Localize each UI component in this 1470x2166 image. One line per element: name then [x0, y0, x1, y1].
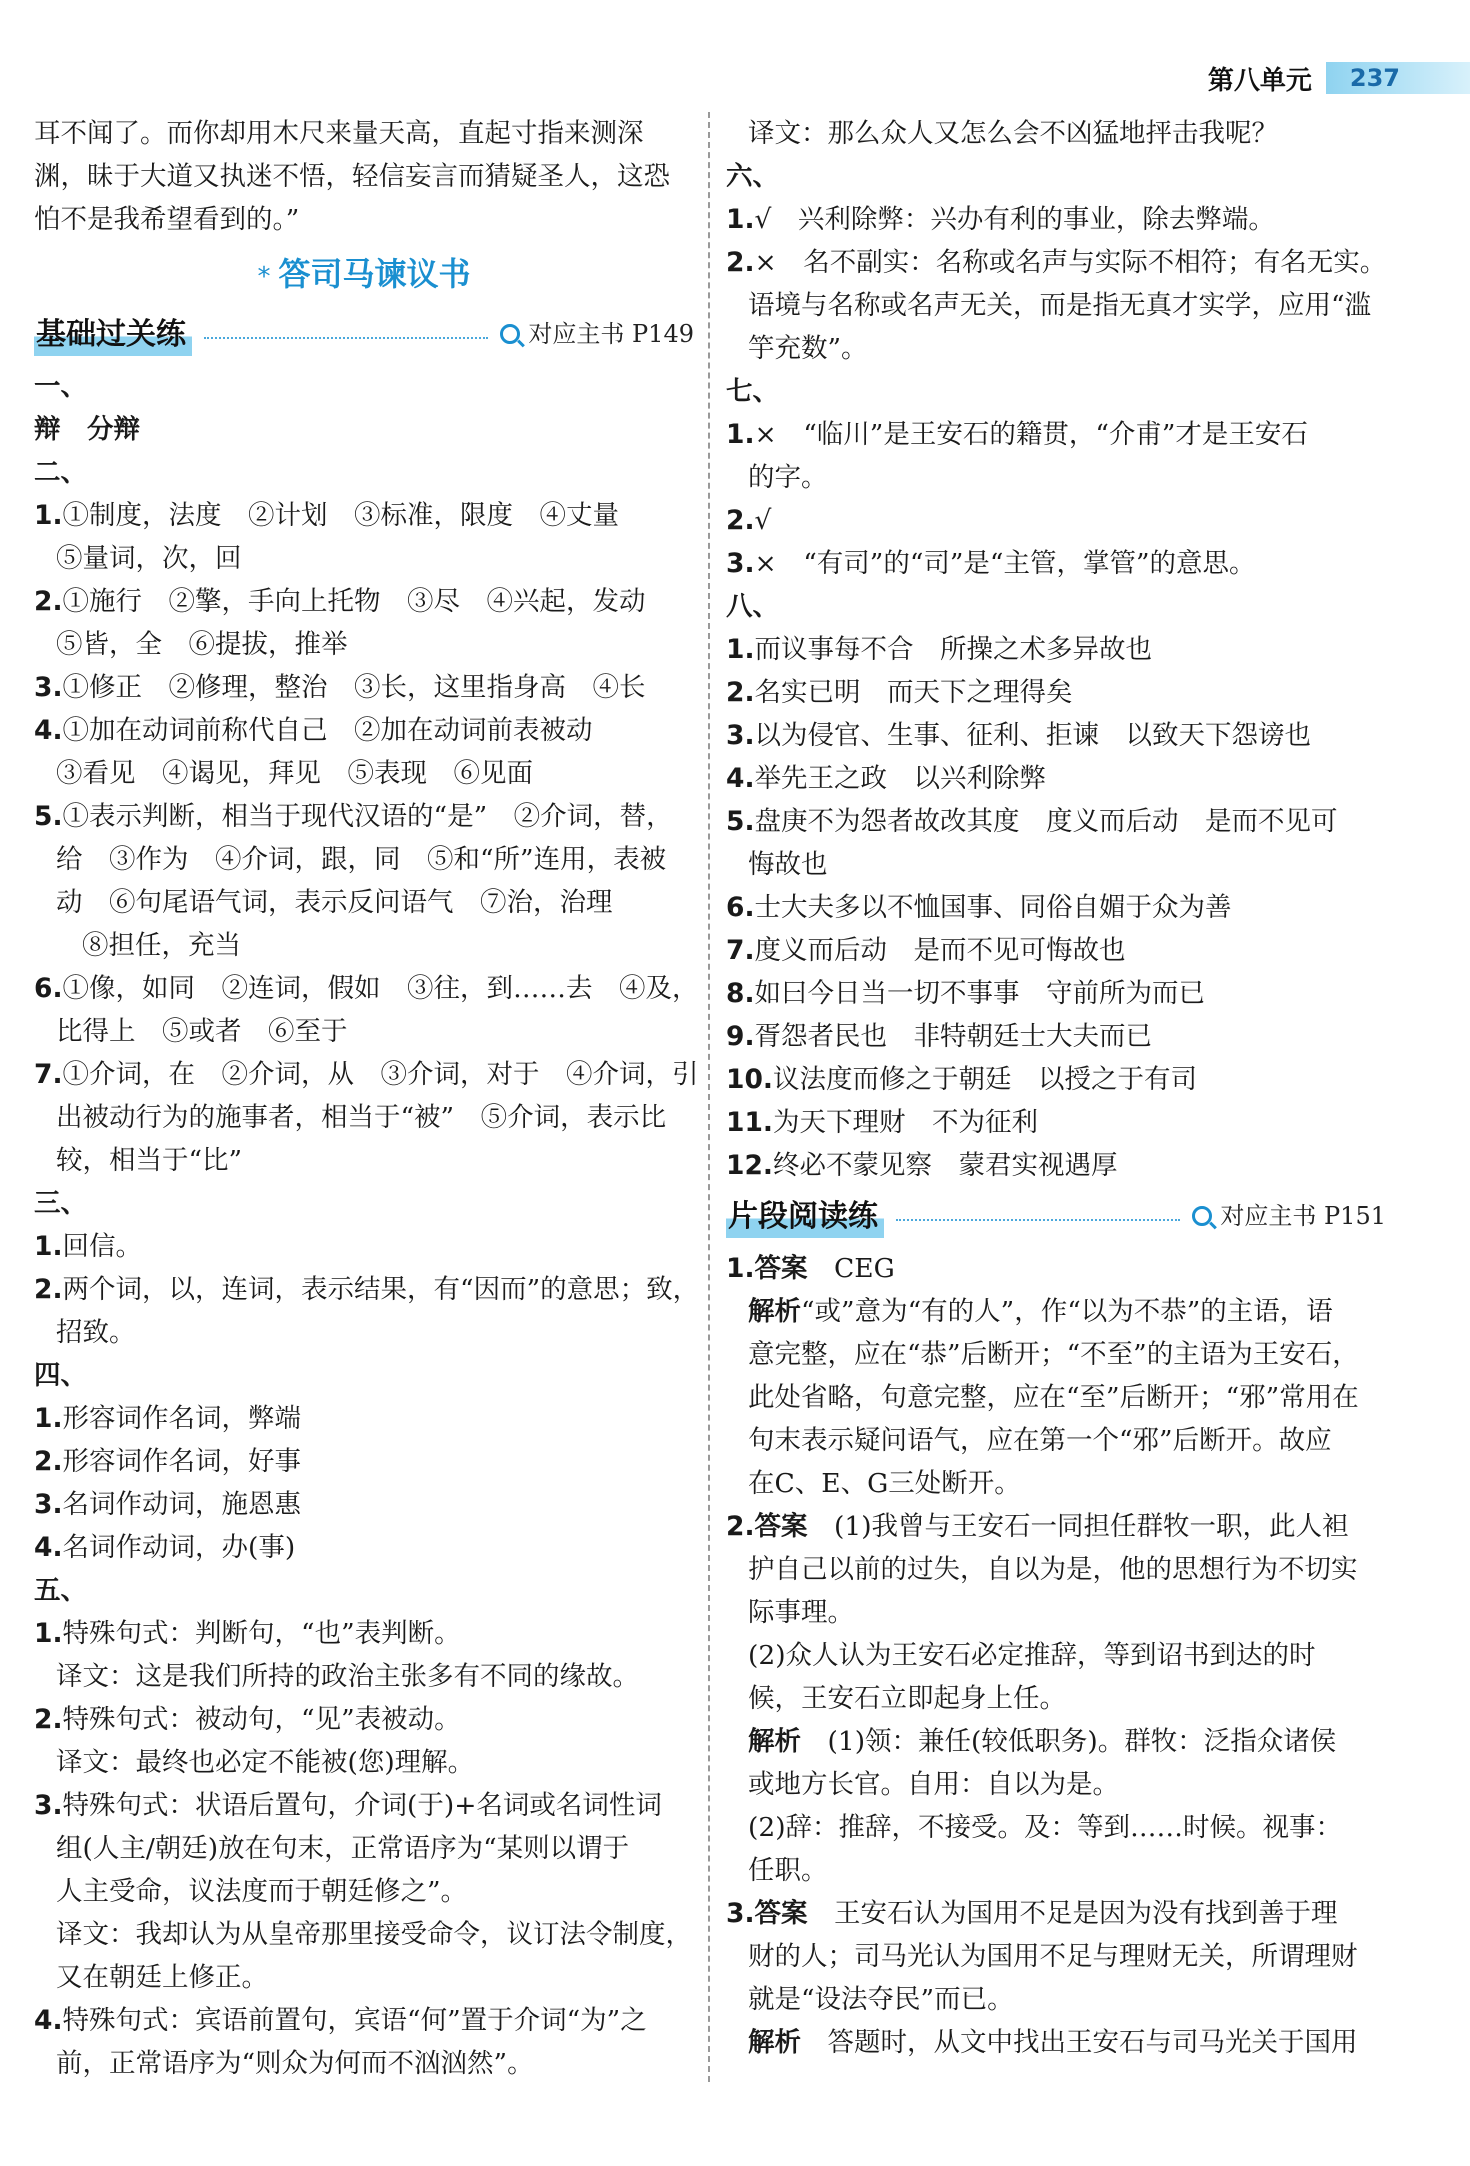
line-text: 举先王之政 以兴利除弊 [754, 763, 1047, 794]
page-number: 237 [1326, 62, 1470, 94]
text-line [34, 666, 694, 709]
item-number: 3. [726, 1898, 755, 1929]
line-text: 终必不蒙见察 蒙君实视遇厚 [772, 1150, 1118, 1181]
text-line [726, 800, 1386, 843]
item-number: 1. [726, 634, 755, 665]
line-text: ⑤皆，全 ⑥提拔，推举 [56, 629, 348, 660]
text-line [726, 413, 1386, 456]
line-text: 句末表示疑问语气，应在第一个“邪”后断开。故应 [748, 1425, 1332, 1456]
line-text: 出被动行为的施事者，相当于“被” ⑤介词，表示比 [56, 1102, 667, 1133]
line-text: 特殊句式：判断句，“也”表判断。 [62, 1618, 461, 1649]
line-text: ①加在动词前称代自己 ②加在动词前表被动 [62, 715, 593, 746]
reference-link[interactable]: 对应主书 P149 [500, 313, 694, 356]
text-line [726, 112, 1386, 155]
line-text: √ 兴利除弊：兴办有利的事业，除去弊端。 [754, 204, 1275, 235]
item-number: 3. [726, 720, 755, 751]
left-column [34, 112, 700, 2085]
line-text: 盘庚不为怨者故改其度 度义而后动 是而不见可 [754, 806, 1338, 837]
item-number: 12. [726, 1150, 773, 1181]
section-heading-reading: 片段阅读练 对应主书 P151 [726, 1191, 1386, 1241]
item-number: 二、 [34, 457, 87, 488]
item-number: 2. [726, 247, 755, 278]
line-text: ①施行 ②擎，手向上托物 ③尽 ④兴起，发动 [62, 586, 646, 617]
answer-label: 解析 [748, 2027, 801, 2058]
text-line [726, 1677, 1386, 1720]
text-line [34, 1139, 694, 1182]
line-text: 特殊句式：宾语前置句，宾语“何”置于介词“为”之 [62, 2005, 647, 2036]
line-text: ①介词，在 ②介词，从 ③介词，对于 ④介词，引 [62, 1059, 699, 1090]
line-text: 动 ⑥句尾语气词，表示反问语气 ⑦治，治理 [56, 887, 613, 918]
line-text: 在C、E、G三处断开。 [748, 1468, 1021, 1499]
text-line [34, 537, 694, 580]
line-text: 特殊句式：状语后置句，介词(于)+名词或名词性词 [62, 1790, 662, 1821]
line-text: 名词作动词，施恩惠 [62, 1489, 302, 1520]
intro-line: 耳不闻了。而你却用木尺来量天高，直起寸指来测深 [34, 118, 644, 149]
answer-label: 答案 [754, 1511, 808, 1542]
item-number: 七、 [726, 376, 779, 407]
text-line [726, 757, 1386, 800]
answer-label: 答案 [754, 1898, 808, 1929]
text-line [726, 1247, 1386, 1290]
right-column [726, 112, 1386, 2064]
line-text: 候，王安石立即起身上任。 [748, 1683, 1066, 1714]
line-text: 两个词，以，连词，表示结果，有“因而”的意思；致， [62, 1274, 700, 1305]
text-line [726, 1058, 1386, 1101]
text-line [726, 1101, 1386, 1144]
text-line [726, 1978, 1386, 2021]
line-text: 语境与名称或名声无关，而是指无真才实学，应用“滥 [748, 290, 1372, 321]
search-icon [1192, 1206, 1212, 1226]
text-line [34, 838, 694, 881]
item-number: 7. [34, 1059, 63, 1090]
item-number: 1. [34, 1231, 63, 1262]
text-line [726, 1849, 1386, 1892]
unit-label: 第八单元 [1207, 65, 1312, 96]
text-line [34, 451, 694, 494]
item-number: 6. [34, 973, 63, 1004]
item-number: 4. [34, 2005, 63, 2036]
line-text: ①制度，法度 ②计划 ③标准，限度 ④丈量 [62, 500, 620, 531]
text-line [34, 365, 694, 408]
item-number: 3. [34, 672, 63, 703]
line-text: 较，相当于“比” [56, 1145, 243, 1176]
text-line [34, 623, 694, 666]
text-line [34, 1268, 700, 1311]
answer-label: 解析 [748, 1296, 801, 1327]
line-text: 护自己以前的过失，自以为是，他的思想行为不切实 [748, 1554, 1358, 1585]
line-text: ①像，如同 ②连词，假如 ③往，到……去 ④及， [62, 973, 699, 1004]
line-text: 为天下理财 不为征利 [772, 1107, 1038, 1138]
text-line [726, 628, 1386, 671]
item-number: 六、 [726, 161, 779, 192]
text-line [726, 542, 1386, 585]
item-number: 2. [34, 1274, 63, 1305]
reading-answers [726, 1247, 1386, 2064]
line-text: (1)我曾与王安石一同担任群牧一职，此人袒 [807, 1511, 1349, 1542]
item-number: 3. [34, 1790, 63, 1821]
text-line [726, 972, 1386, 1015]
item-number: 1. [34, 500, 63, 531]
text-line [34, 1311, 694, 1354]
item-number: 三、 [34, 1188, 87, 1219]
text-line [726, 1591, 1386, 1634]
answer-label: 答案 [754, 1253, 808, 1284]
text-line [34, 1569, 694, 1612]
text-line [726, 1935, 1386, 1978]
text-line [726, 499, 1386, 542]
item-number: 4. [726, 763, 755, 794]
item-number: 1. [726, 419, 755, 450]
line-text: × 名不副实：名称或名声与实际不相符；有名无实。 [754, 247, 1387, 278]
section-heading-basic: 基础过关练 对应主书 P149 [34, 309, 694, 359]
line-text: 悔故也 [748, 849, 828, 880]
item-number: 3. [726, 548, 755, 579]
line-text: 又在朝廷上修正。 [56, 1962, 268, 1993]
text-line [34, 881, 694, 924]
item-number: 2. [726, 677, 755, 708]
text-line [726, 714, 1386, 757]
item-number: 2. [726, 1511, 755, 1542]
line-text: 如曰今日当一切不事事 守前所为而已 [754, 978, 1206, 1009]
line-text: 组(人主/朝廷)放在句末，正常语序为“某则以谓于 [56, 1833, 630, 1864]
line-text: ⑧担任，充当 [82, 930, 241, 961]
item-number: 2. [34, 586, 63, 617]
text-line [34, 1827, 694, 1870]
text-line [34, 1655, 694, 1698]
line-text: √ [754, 505, 772, 536]
line-text: × “有司”的“司”是“主管，掌管”的意思。 [754, 548, 1256, 579]
article-title: * 答司马谏议书 [257, 255, 471, 293]
item-number: 10. [726, 1064, 773, 1095]
line-text: 译文：这是我们所持的政治主张多有不同的缘故。 [56, 1661, 639, 1692]
text-line [34, 1010, 694, 1053]
text-line [726, 1806, 1386, 1849]
item-number: 一、 [34, 371, 87, 402]
line-text: 士大夫多以不恤国事、同俗自媚于众为善 [754, 892, 1232, 923]
line-text: 的字。 [748, 462, 828, 493]
line-text: 意完整，应在“恭”后断开；“不至”的主语为王安石， [748, 1339, 1359, 1370]
item-number: 9. [726, 1021, 755, 1052]
text-line [34, 1698, 694, 1741]
text-line [34, 408, 694, 451]
text-line [726, 1763, 1386, 1806]
line-text: 比得上 ⑤或者 ⑥至于 [56, 1016, 348, 1047]
text-line [726, 1419, 1386, 1462]
line-text: 就是“设法夺民”而已。 [748, 1984, 1014, 2015]
text-line [34, 1956, 694, 1999]
item-number: 5. [34, 801, 63, 832]
text-line [726, 929, 1386, 972]
line-text: 议法度而修之于朝廷 以授之于有司 [772, 1064, 1197, 1095]
line-text: 人主受命，议法度而于朝廷修之”。 [56, 1876, 468, 1907]
line-text: 名实已明 而天下之理得矣 [754, 677, 1073, 708]
line-text: 特殊句式：被动句，“见”表被动。 [62, 1704, 461, 1735]
text-line [726, 585, 1386, 628]
item-number: 四、 [34, 1360, 87, 1391]
item-number: 五、 [34, 1575, 87, 1606]
line-text: 译文：那么众人又怎么会不凶猛地抨击我呢？ [748, 118, 1278, 149]
line-text: 胥怨者民也 非特朝廷士大夫而已 [754, 1021, 1153, 1052]
line-text: 形容词作名词，弊端 [62, 1403, 302, 1434]
text-line [726, 1892, 1386, 1935]
text-line [726, 1015, 1386, 1058]
item-number: 7. [726, 935, 755, 966]
text-line [726, 1548, 1386, 1591]
text-line [34, 795, 694, 838]
item-number: 2. [726, 505, 755, 536]
line-text: (1)领：兼任(较低职务)。群牧：泛指众诸侯 [801, 1726, 1337, 1757]
answer-label: 解析 [748, 1726, 801, 1757]
text-line [726, 1333, 1386, 1376]
item-number: 3. [34, 1489, 63, 1520]
line-text: 招致。 [56, 1317, 136, 1348]
text-line [726, 198, 1386, 241]
text-line [34, 924, 694, 967]
line-text: ③看见 ④谒见，拜见 ⑤表现 ⑥见面 [56, 758, 533, 789]
text-line [34, 1741, 694, 1784]
line-text: 此处省略，句意完整，应在“至”后断开；“邪”常用在 [748, 1382, 1359, 1413]
item-number: 八、 [726, 591, 779, 622]
text-line [34, 1612, 694, 1655]
item-number: 8. [726, 978, 755, 1009]
line-text: 而议事每不合 所操之术多异故也 [754, 634, 1153, 665]
answer-list-left [34, 365, 700, 2085]
line-text: ①表示判断，相当于现代汉语的“是” ②介词，替， [62, 801, 673, 832]
line-text: 竽充数”。 [748, 333, 868, 364]
line-text: 财的人；司马光认为国用不足与理财无关，所谓理财 [748, 1941, 1358, 1972]
text-line [34, 1354, 694, 1397]
text-line [34, 1440, 694, 1483]
column-divider [708, 112, 710, 2082]
item-number: 1. [726, 204, 755, 235]
line-text: 或地方长官。自用：自以为是。 [748, 1769, 1119, 1800]
line-text: 任职。 [748, 1855, 828, 1886]
text-line [34, 1526, 694, 1569]
text-line [34, 1999, 694, 2042]
text-line [726, 370, 1386, 413]
line-text: 王安石认为国用不足是因为没有找到善于理 [807, 1898, 1338, 1929]
text-line [34, 494, 694, 537]
text-line [726, 1634, 1386, 1677]
text-line [726, 671, 1386, 714]
line-text: 回信。 [62, 1231, 143, 1262]
text-line [726, 2021, 1386, 2064]
text-line [34, 1225, 694, 1268]
answer-list-right [726, 112, 1386, 1187]
text-line [34, 580, 694, 623]
line-text: ①修正 ②修理，整治 ③长，这里指身高 ④长 [62, 672, 646, 703]
text-line [726, 886, 1386, 929]
text-line [34, 1182, 694, 1225]
item-number: 11. [726, 1107, 773, 1138]
item-number: 1. [34, 1618, 63, 1649]
text-line [726, 1290, 1386, 1333]
line-text: ⑤量词，次，回 [56, 543, 242, 574]
line-text: 译文：最终也必定不能被(您)理解。 [56, 1747, 475, 1778]
dotted-rule [204, 337, 488, 339]
line-text: (2)众人认为王安石必定推辞，等到诏书到达的时 [748, 1640, 1316, 1671]
text-line [34, 1053, 699, 1096]
intro-text [34, 112, 694, 241]
item-number: 1. [726, 1253, 755, 1284]
item-number: 5. [726, 806, 755, 837]
item-number: 6. [726, 892, 755, 923]
text-line [726, 1720, 1386, 1763]
text-line [34, 2042, 694, 2085]
item-number: 2. [34, 1704, 63, 1735]
search-icon [500, 324, 520, 344]
line-text: 答题时，从文中找出王安石与司马光关于国用 [801, 2027, 1358, 2058]
dotted-rule [896, 1219, 1180, 1221]
item-number: 4. [34, 1532, 63, 1563]
text-line [726, 241, 1386, 284]
item-number: 4. [34, 715, 63, 746]
line-text: 形容词作名词，好事 [62, 1446, 302, 1477]
text-line [34, 1096, 694, 1139]
text-line [726, 843, 1386, 886]
item-number: 1. [34, 1403, 63, 1434]
line-text: 给 ③作为 ④介词，跟，同 ⑤和“所”连用，表被 [56, 844, 667, 875]
line-text: (2)辞：推辞，不接受。及：等到……时候。视事： [748, 1812, 1343, 1843]
text-line [34, 967, 699, 1010]
line-text: 名词作动词，办(事) [62, 1532, 296, 1563]
line-text: × “临川”是王安石的籍贯，“介甫”才是王安石 [754, 419, 1308, 450]
text-line [726, 1376, 1386, 1419]
line-text: 前，正常语序为“则众为何而不汹汹然”。 [56, 2048, 534, 2079]
text-line [726, 327, 1386, 370]
intro-line: 渊，昧于大道又执迷不悟，轻信妄言而猜疑圣人，这恐 [34, 161, 670, 192]
line-text: “或”意为“有的人”，作“以为不恭”的主语，语 [801, 1296, 1333, 1327]
intro-line: 怕不是我希望看到的。” [34, 204, 300, 235]
reference-link[interactable]: 对应主书 P151 [1192, 1195, 1386, 1238]
text-line [726, 1462, 1386, 1505]
line-text: 度义而后动 是而不见可悔故也 [754, 935, 1126, 966]
text-line [726, 155, 1386, 198]
text-line [34, 1397, 694, 1440]
text-line [726, 284, 1386, 327]
line-text: CEG [807, 1253, 895, 1284]
text-line [34, 752, 694, 795]
text-line [726, 456, 1386, 499]
page-header [1208, 60, 1470, 96]
text-line [34, 1913, 694, 1956]
text-line [34, 1870, 694, 1913]
line-text: 际事理。 [748, 1597, 854, 1628]
text-line [34, 709, 694, 752]
text-line [34, 1483, 694, 1526]
item-number: 辩 分辩 [34, 414, 140, 445]
item-number: 2. [34, 1446, 63, 1477]
text-line [726, 1144, 1386, 1187]
line-text: 译文：我却认为从皇帝那里接受命令，议订法令制度， [56, 1919, 692, 1950]
star-icon: * [257, 262, 271, 292]
text-line [726, 1505, 1386, 1548]
line-text: 以为侵官、生事、征利、拒谏 以致天下怨谤也 [754, 720, 1312, 751]
text-line [34, 1784, 694, 1827]
